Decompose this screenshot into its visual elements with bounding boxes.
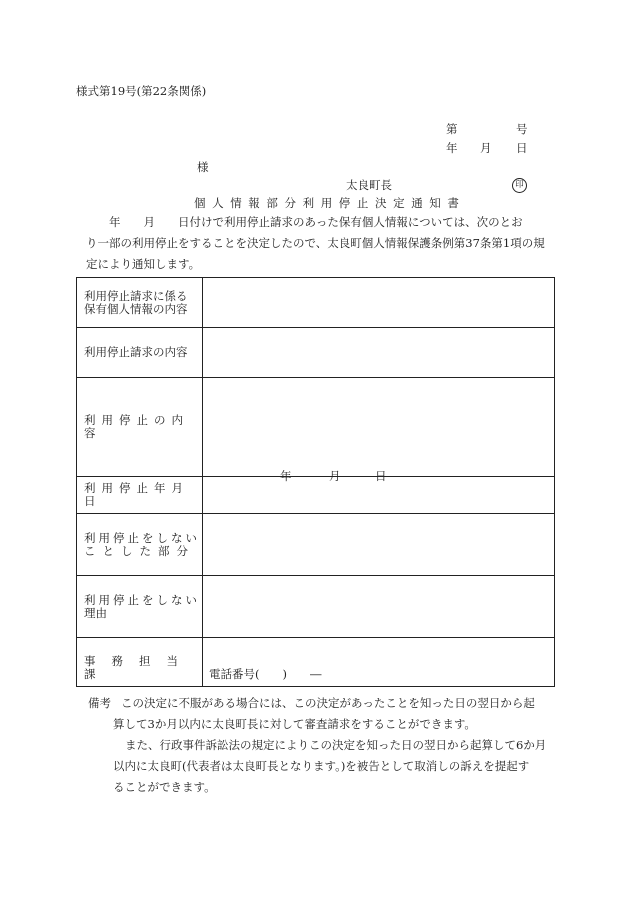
recipient-suffix: 様 [197,160,209,174]
document-title: 個人情報部分利用停止決定通知書 [194,196,466,210]
row-label-suspension: 利用停止の内容 [77,378,203,477]
row6-label-line1: 利用停止をしない [84,592,200,607]
decision-table [76,277,555,687]
table-row [77,576,555,638]
doc-no-prefix: 第 [446,122,458,136]
doc-no-suffix: 号 [516,122,528,136]
notes-line-1: この決定に不服がある場合には、この決定があったことを知った日の翌日から起 [121,696,535,710]
row5-label-line2: ことした部分 [84,543,195,558]
row-value-department [203,638,555,687]
row-value-date [203,469,555,514]
row-value-not-suspended-part [203,514,555,576]
intro-line-3: 定により通知します。 [86,257,201,271]
row4-year: 年 [280,469,292,483]
row-label-content [77,278,203,328]
row4-day: 日 [375,469,387,483]
table-row [77,638,555,687]
row6-label-line2: 理由 [84,605,107,620]
seal-mark [512,178,527,193]
table-row [77,477,555,514]
intro-line-2: り一部の利用停止をすることを決定したので、太良町個人情報保護条例第37条第1項の規 [86,236,545,250]
notes-line-5: ることができます。 [113,780,216,794]
intro-paragraph [86,212,545,275]
row4-month: 月 [329,469,341,483]
date-year: 年 [446,141,458,155]
table-row [77,514,555,576]
table-row [77,328,555,378]
row1-label-line1: 利用停止請求に係る [84,288,188,303]
row-label-department: 事務担当課 [77,638,203,687]
row5-label-line1: 利用停止をしない [84,530,200,545]
phone-number-field: 電話番号( ) ― [209,667,322,681]
notes-heading: 備考 [88,696,111,710]
row1-label-line2: 保有個人情報の内容 [84,301,188,316]
row-value-request [203,328,555,378]
table-row [77,378,555,477]
seal-icon: 印 [512,178,527,193]
row-value-reason [203,576,555,638]
notes-line-3: また、行政事件訴訟法の規定によりこの決定を知った日の翌日から起算して6か月 [125,738,547,752]
notes-line-4: 以内に太良町(代表者は太良町長となります。)を被告として取消しの訴えを提起す [113,759,530,773]
row-label-request: 利用停止請求の内容 [77,328,203,378]
row-label-not-suspended-part [77,514,203,576]
row-label-reason [77,576,203,638]
notes-line-2: 算して3か月以内に太良町長に対して審査請求をすることができます。 [113,717,476,731]
row-label-date: 利用停止年月日 [77,477,203,514]
date-day: 日 [516,141,528,155]
table-row [77,278,555,328]
date-month: 月 [480,141,492,155]
row-value-content [203,278,555,328]
issuer-name: 太良町長 [346,178,392,192]
form-number: 様式第19号(第22条関係) [76,84,207,98]
intro-line-1: 年 月 日付けで利用停止請求のあった保有個人情報については、次のとお [86,215,523,229]
row-value-suspension [203,378,555,477]
notes-section [88,693,546,798]
